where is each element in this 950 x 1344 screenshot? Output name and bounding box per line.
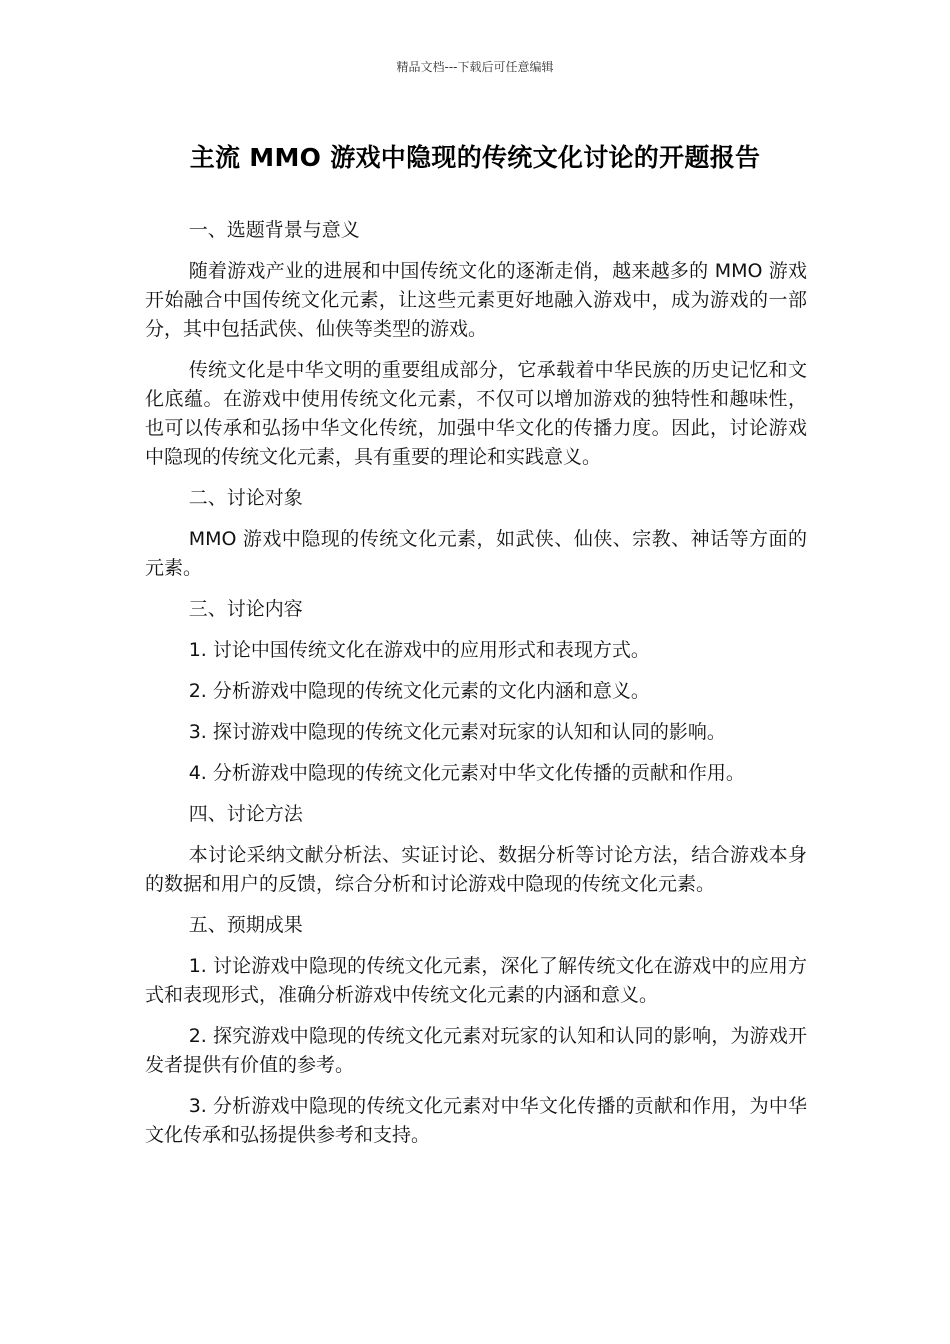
outcome-item-3: 3. 分析游戏中隐现的传统文化元素对中华文化传播的贡献和作用，为中华文化传承和弘扬提供参考和支持。 xyxy=(145,1095,807,1146)
section-heading-method: 四、讨论方法 xyxy=(188,803,303,825)
content-item-2: 2. 分析游戏中隐现的传统文化元素的文化内涵和意义。 xyxy=(188,680,650,702)
section-heading-background: 一、选题背景与意义 xyxy=(188,219,360,241)
outcome-item-1: 1. 讨论游戏中隐现的传统文化元素，深化了解传统文化在游戏中的应用方式和表现形式，准确分析游戏中传统文化元素的内涵和意义。 xyxy=(145,955,807,1006)
document-title: 主流 MMO 游戏中隐现的传统文化讨论的开题报告 xyxy=(189,143,761,172)
outcome-item-2: 2. 探究游戏中隐现的传统文化元素对玩家的认知和认同的影响，为游戏开发者提供有价值的参考。 xyxy=(145,1025,807,1076)
section-heading-object: 二、讨论对象 xyxy=(188,487,303,509)
header-note: 精品文档---下载后可任意编辑 xyxy=(396,60,554,74)
background-paragraph-2: 传统文化是中华文明的重要组成部分，它承载着中华民族的历史记忆和文化底蕴。在游戏中使用传统文化元素，不仅可以增加游戏的独特性和趣味性，也可以传承和弘扬中华文化传统，加强中华文化的传播力度。因此，讨论游戏中隐现的传统文化元素，具有重要的理论和实践意义。 xyxy=(145,359,807,468)
object-paragraph: MMO 游戏中隐现的传统文化元素，如武侠、仙侠、宗教、神话等方面的元素。 xyxy=(145,528,807,579)
section-heading-outcome: 五、预期成果 xyxy=(188,914,303,936)
content-item-1: 1. 讨论中国传统文化在游戏中的应用形式和表现方式。 xyxy=(188,639,650,661)
content-item-4: 4. 分析游戏中隐现的传统文化元素对中华文化传播的贡献和作用。 xyxy=(188,762,745,784)
method-paragraph: 本讨论采纳文献分析法、实证讨论、数据分析等讨论方法，结合游戏本身的数据和用户的反馈，综合分析和讨论游戏中隐现的传统文化元素。 xyxy=(145,844,807,895)
background-paragraph-1: 随着游戏产业的进展和中国传统文化的逐渐走俏，越来越多的 MMO 游戏开始融合中国传统文化元素，让这些元素更好地融入游戏中，成为游戏的一部分，其中包括武侠、仙侠等类型的游戏。 xyxy=(145,260,807,340)
content-item-3: 3. 探讨游戏中隐现的传统文化元素对玩家的认知和认同的影响。 xyxy=(188,721,726,743)
document-body xyxy=(145,216,807,1162)
section-heading-content: 三、讨论内容 xyxy=(188,598,303,620)
